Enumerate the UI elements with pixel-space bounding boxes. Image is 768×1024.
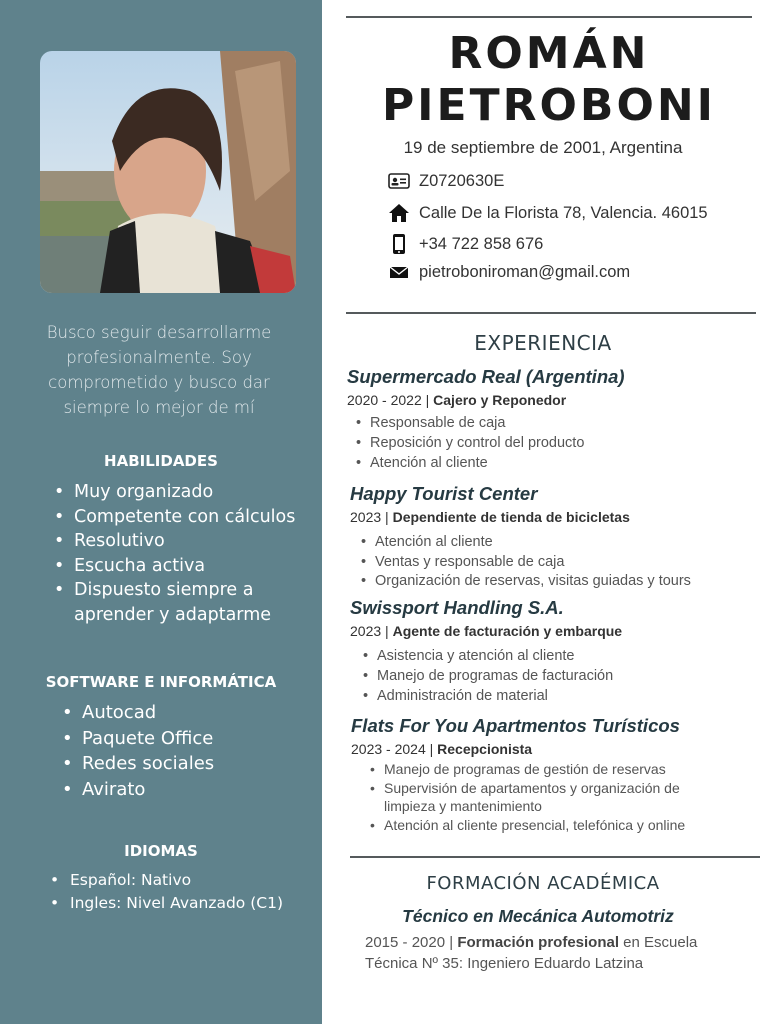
id-number: Z0720630E (419, 172, 505, 190)
skills-heading: HABILIDADES (104, 452, 218, 470)
list-item: • Supervisión de apartamentos y organización de limpieza y mantenimiento (364, 779, 694, 816)
list-item: • Atención al cliente (350, 453, 625, 473)
job-years: 2023 - 2024 (351, 741, 426, 757)
profile-photo (40, 51, 296, 293)
list-item: • Asistencia y atención al cliente (357, 646, 622, 666)
education-type: Formación profesional (457, 934, 620, 951)
list-item: • Organización de reservas, visitas guiadas y tours (355, 572, 691, 592)
skills-list (52, 480, 322, 628)
list-item: • Competente con cálculos (52, 505, 322, 530)
birth-info: 19 de septiembre de 2001, Argentina (403, 138, 683, 157)
section-divider (346, 312, 756, 314)
profile-summary: Busco seguir desarrollarme profesionalmente. Soy comprometido y busco dar siempre lo mejor de mí (46, 323, 272, 417)
separator: | (425, 741, 438, 757)
home-icon (388, 202, 410, 224)
job-role: Recepcionista (437, 741, 533, 757)
separator: | (381, 509, 393, 525)
job-years: 2020 - 2022 (347, 392, 422, 408)
task-list (364, 760, 694, 834)
languages-list (48, 869, 318, 915)
list-item: • Administración de material (357, 686, 622, 706)
task-list (355, 533, 691, 592)
name-last: PIETROBONI (381, 80, 717, 131)
education-years: 2015 - 2020 | (365, 934, 458, 951)
mail-icon (388, 261, 410, 283)
job-meta (350, 623, 622, 639)
list-item: • Redes sociales (60, 751, 310, 777)
name-first: ROMÁN (448, 28, 650, 79)
task-list (350, 413, 625, 473)
job-entry (350, 597, 622, 706)
job-years: 2023 (350, 623, 382, 639)
email-address[interactable]: pietroboniroman@gmail.com (419, 263, 631, 281)
education-heading: FORMACIÓN ACADÉMICA (426, 873, 660, 894)
education-place: en Escuela Técnica Nº 35: Ingeniero Eduardo Latzina (365, 934, 698, 972)
sidebar (0, 0, 322, 1024)
list-item: • Ventas y responsable de caja (355, 553, 691, 573)
top-divider (346, 16, 752, 18)
job-entry (347, 366, 625, 473)
job-role: Dependiente de tienda de bicicletas (392, 509, 630, 525)
job-entry (350, 483, 691, 592)
list-item: • Manejo de programas de facturación (357, 666, 622, 686)
job-meta (351, 741, 711, 757)
address: Calle De la Florista 78, Valencia. 46015 (419, 204, 708, 222)
task-list (357, 646, 622, 706)
list-item: • Manejo de programas de gestión de reservas (364, 760, 694, 779)
list-item: • Resolutivo (52, 529, 322, 554)
experience-heading: EXPERIENCIA (474, 331, 612, 355)
company-name: Swissport Handling S.A. (350, 597, 564, 618)
separator: | (381, 623, 393, 639)
separator: | (421, 392, 434, 408)
job-role: Cajero y Reponedor (433, 392, 567, 408)
phone-number[interactable]: +34 722 858 676 (419, 235, 544, 253)
software-list (60, 700, 310, 802)
section-divider (350, 856, 760, 858)
phone-icon (388, 233, 410, 255)
company-name: Supermercado Real (Argentina) (347, 366, 625, 387)
list-item: • Escucha activa (52, 554, 322, 579)
id-card-icon (388, 170, 410, 192)
list-item: • Reposición y control del producto (350, 433, 625, 453)
list-item: • Atención al cliente presencial, telefónica y online (364, 816, 694, 835)
job-role: Agente de facturación y embarque (392, 623, 623, 639)
job-entry (351, 715, 711, 834)
list-item: • Ingles: Nivel Avanzado (C1) (48, 892, 318, 915)
software-heading: SOFTWARE E INFORMÁTICA (45, 673, 277, 691)
education-details (365, 932, 735, 974)
company-name: Happy Tourist Center (350, 483, 538, 504)
list-item: • Avirato (60, 777, 310, 803)
languages-heading: IDIOMAS (124, 842, 198, 860)
list-item: • Atención al cliente (355, 533, 691, 553)
list-item: • Español: Nativo (48, 869, 318, 892)
job-years: 2023 (350, 509, 382, 525)
list-item: • Paquete Office (60, 726, 310, 752)
list-item: • Autocad (60, 700, 310, 726)
job-meta (347, 392, 625, 408)
company-name: Flats For You Apartmentos Turísticos (351, 715, 680, 736)
job-meta (350, 509, 691, 525)
degree-title: Técnico en Mecánica Automotriz (402, 906, 674, 926)
list-item: • Responsable de caja (350, 413, 625, 433)
list-item: • Dispuesto siempre a aprender y adaptarme (52, 578, 322, 627)
list-item: • Muy organizado (52, 480, 322, 505)
